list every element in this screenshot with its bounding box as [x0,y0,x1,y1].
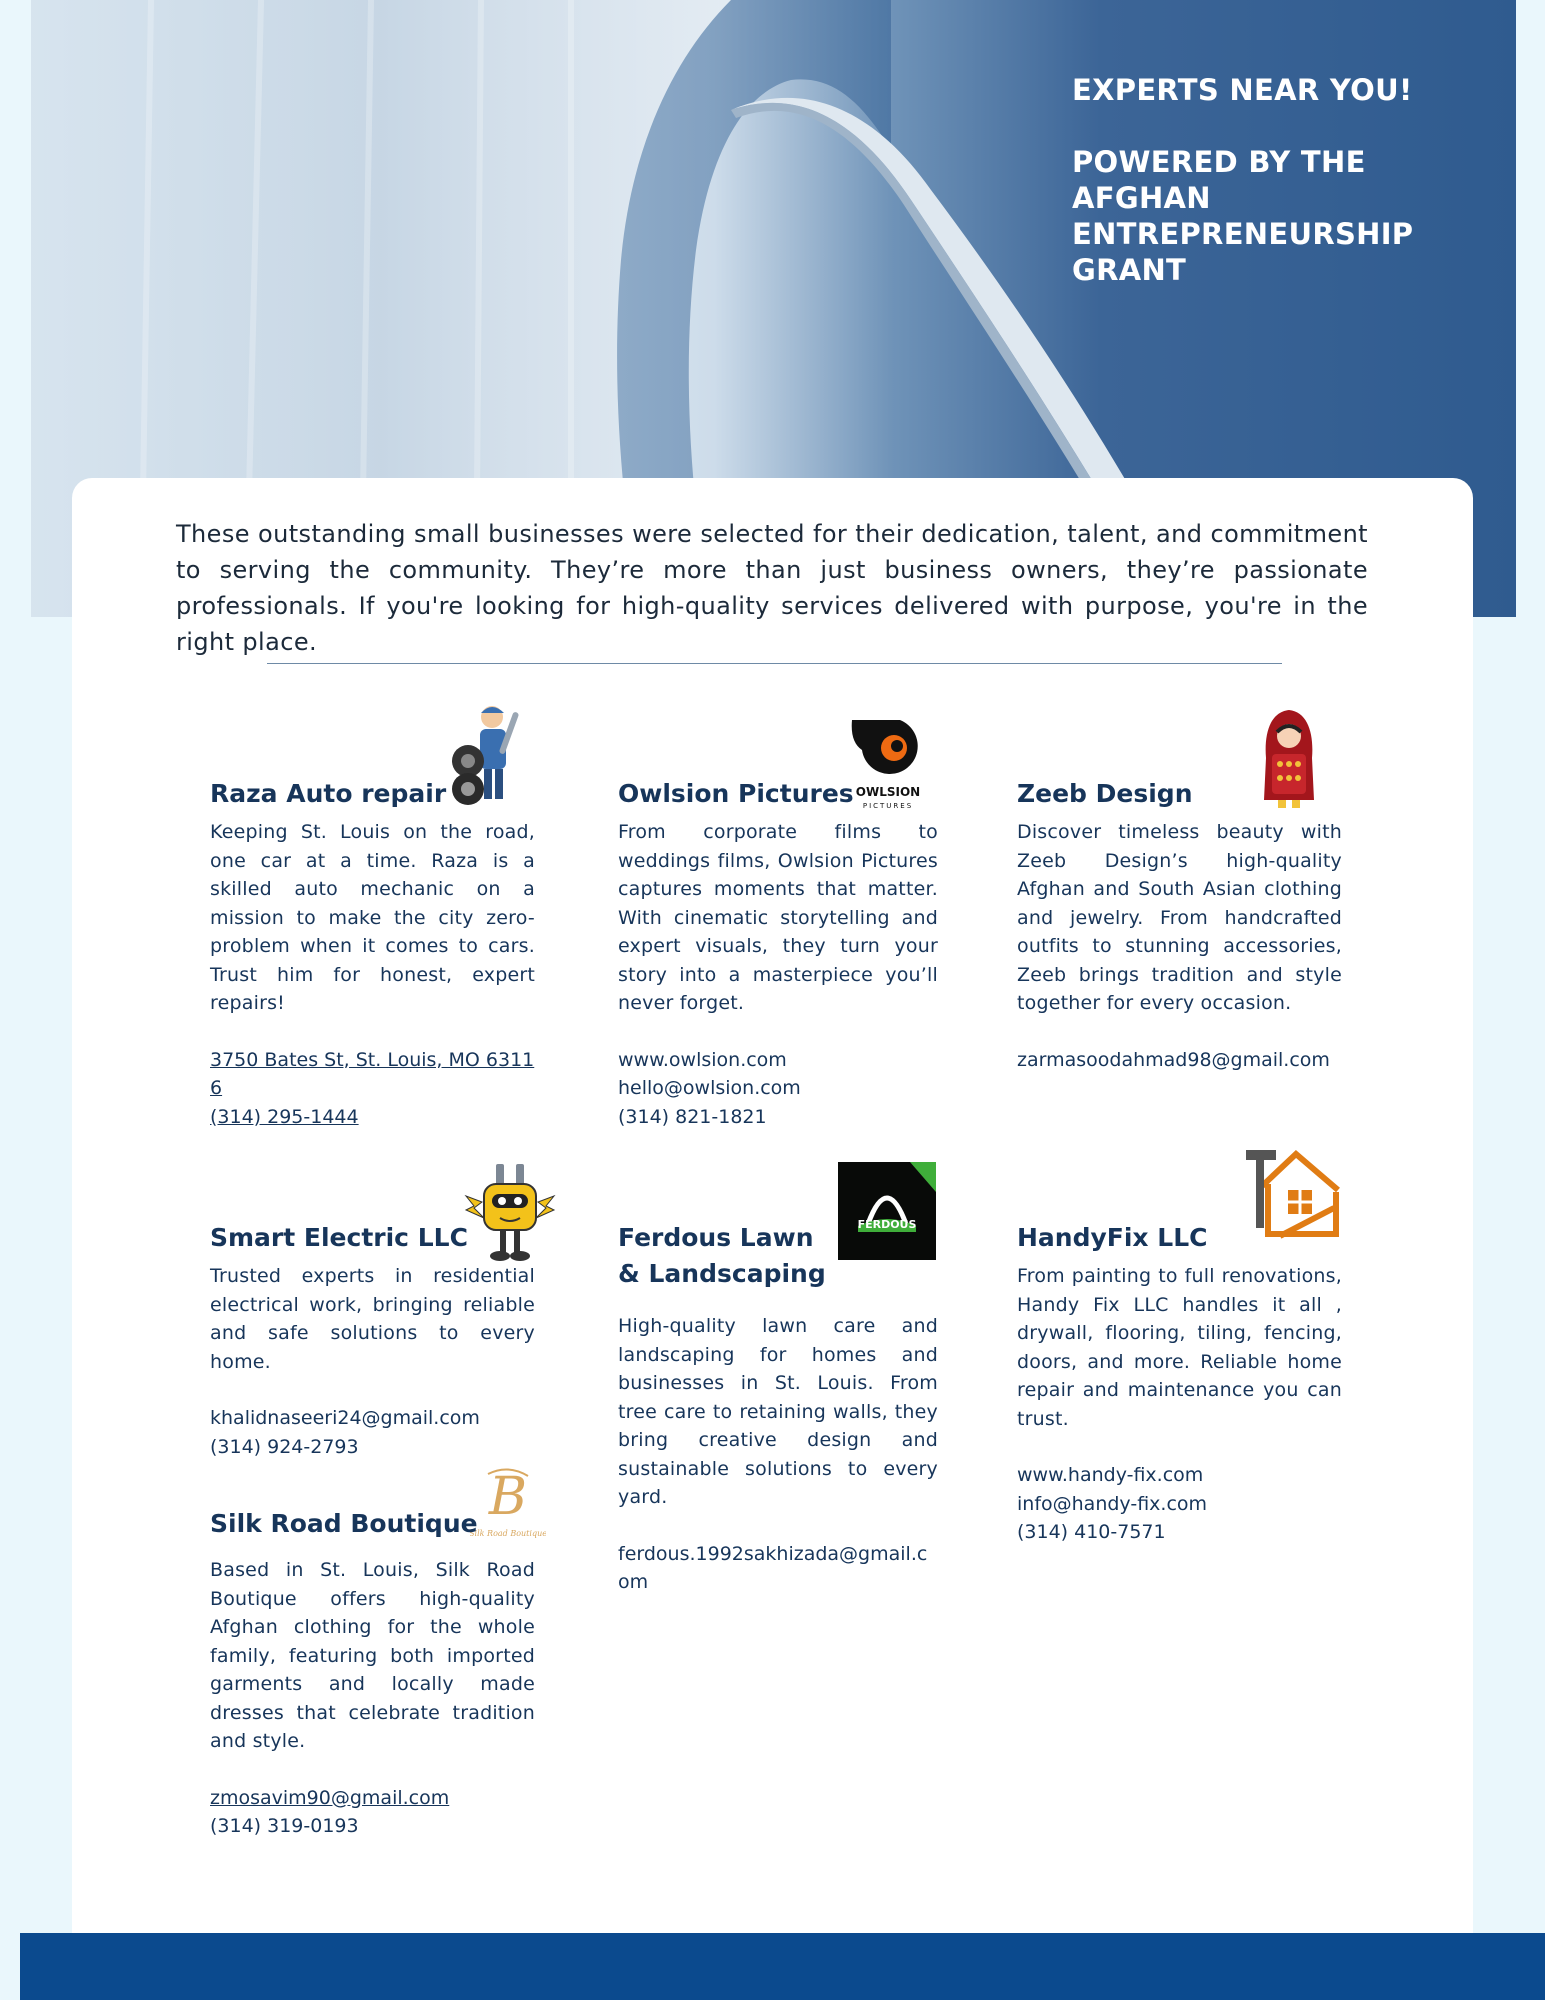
business-email[interactable]: zarmasoodahmad98@gmail.com [1017,1048,1330,1071]
business-website[interactable]: www.handy-fix.com [1017,1464,1204,1486]
business-name-line2: & Landscaping [618,1259,826,1288]
business-phone[interactable]: (314) 924-2793 [210,1435,359,1458]
svg-text:Silk Road Boutique: Silk Road Boutique [470,1529,546,1538]
business-email[interactable]: info@handy-fix.com [1017,1492,1208,1515]
business-raza-auto [210,776,535,1131]
business-description: Based in St. Louis, Silk Road Boutique offers high-quality Afghan clothing for the whole family, featuring both imported garments and locally made dresses that celebrate tradition and style. [210,1559,535,1752]
business-name: Silk Road Boutique [210,1509,478,1538]
business-contact [210,1784,535,1841]
business-phone[interactable]: (314) 821-1821 [618,1105,767,1128]
business-contact [1017,1046,1342,1075]
business-description: High-quality lawn care and landscaping for homes and businesses in St. Louis. From tree care to retaining walls, they bring creative design and sustainable solutions to every yard. [618,1315,938,1508]
business-name: Smart Electric LLC [210,1223,468,1252]
svg-text:PICTURES: PICTURES [862,802,914,810]
svg-text:FERDOUS: FERDOUS [857,1218,917,1231]
business-description: Discover timeless beauty with Zeeb Design’s high-quality Afghan and South Asian clothing and jewelry. From handcrafted outfits to stunning accessories, Zeeb brings tradition and style together for every occasion. [1017,821,1342,1014]
business-contact [210,1404,535,1461]
svg-text:B: B [488,1467,528,1527]
business-smart-electric [210,1220,535,1461]
business-description: Keeping St. Louis on the road, one car at a time. Raza is a skilled auto mechanic on a mission to make the city zero-problem when it comes to cars. Trust him for honest, expert repairs! [210,821,535,1014]
business-website[interactable]: www.owlsion.com [618,1048,787,1071]
business-email-link[interactable]: zmosavim90@gmail.com [210,1786,450,1809]
business-name [618,1220,938,1292]
intro-paragraph: These outstanding small businesses were selected for their dedication, talent, and commitment to serving the community. They’re more than just business owners, they’re passionate professionals. If you're looking for high-quality services delivered with purpose, you're in the right place. [176,520,1368,656]
business-email[interactable]: hello@owlsion.com [618,1077,801,1099]
business-description: From painting to full renovations, Handy Fix LLC handles it all , drywall, flooring, tiling, fencing, doors, and more. Reliable home repair and maintenance you can trust. [1017,1265,1342,1430]
footer-band [20,1933,1545,2000]
business-phone-link[interactable]: (314) 295-1444 [210,1105,359,1128]
business-description: From corporate films to weddings films, Owlsion Pictures captures moments that matter. With cinematic storytelling and expert visuals, they turn your story into a masterpiece you’ll never forget. [618,821,938,1014]
business-handyfix [1017,1220,1342,1547]
hero-headline [1072,72,1502,288]
business-ferdous-lawn [618,1220,938,1597]
divider [267,663,1282,664]
content-card [72,478,1473,1958]
business-name: HandyFix LLC [1017,1223,1208,1252]
svg-text:OWLSION: OWLSION [855,785,921,799]
business-address-link[interactable]: 3750 Bates St, St. Louis, MO 63116 [210,1048,535,1099]
business-phone[interactable]: (314) 319-0193 [210,1815,359,1837]
business-name: Owlsion Pictures [618,779,854,808]
business-contact [1017,1461,1342,1547]
business-phone[interactable]: (314) 410-7571 [1017,1521,1166,1543]
business-contact [618,1046,938,1132]
business-description: Trusted experts in residential electrical work, bringing reliable and safe solutions to every home. [210,1265,535,1373]
hero-line-experts: EXPERTS NEAR YOU! [1072,73,1413,107]
business-contact [618,1540,938,1597]
business-owlsion-pictures [618,776,938,1131]
business-name-line1: Ferdous Lawn [618,1223,814,1252]
business-zeeb-design [1017,776,1342,1074]
business-contact [210,1046,535,1132]
business-name: Zeeb Design [1017,779,1193,808]
hero-line-grant: POWERED BY THE AFGHAN ENTREPRENEURSHIP GRANT [1072,145,1414,287]
business-email[interactable]: ferdous.1992sakhizada@gmail.com [618,1542,928,1593]
business-name: Raza Auto repair [210,779,447,808]
business-email[interactable]: khalidnaseeri24@gmail.com [210,1407,480,1429]
business-silk-road-boutique [210,1506,535,1841]
